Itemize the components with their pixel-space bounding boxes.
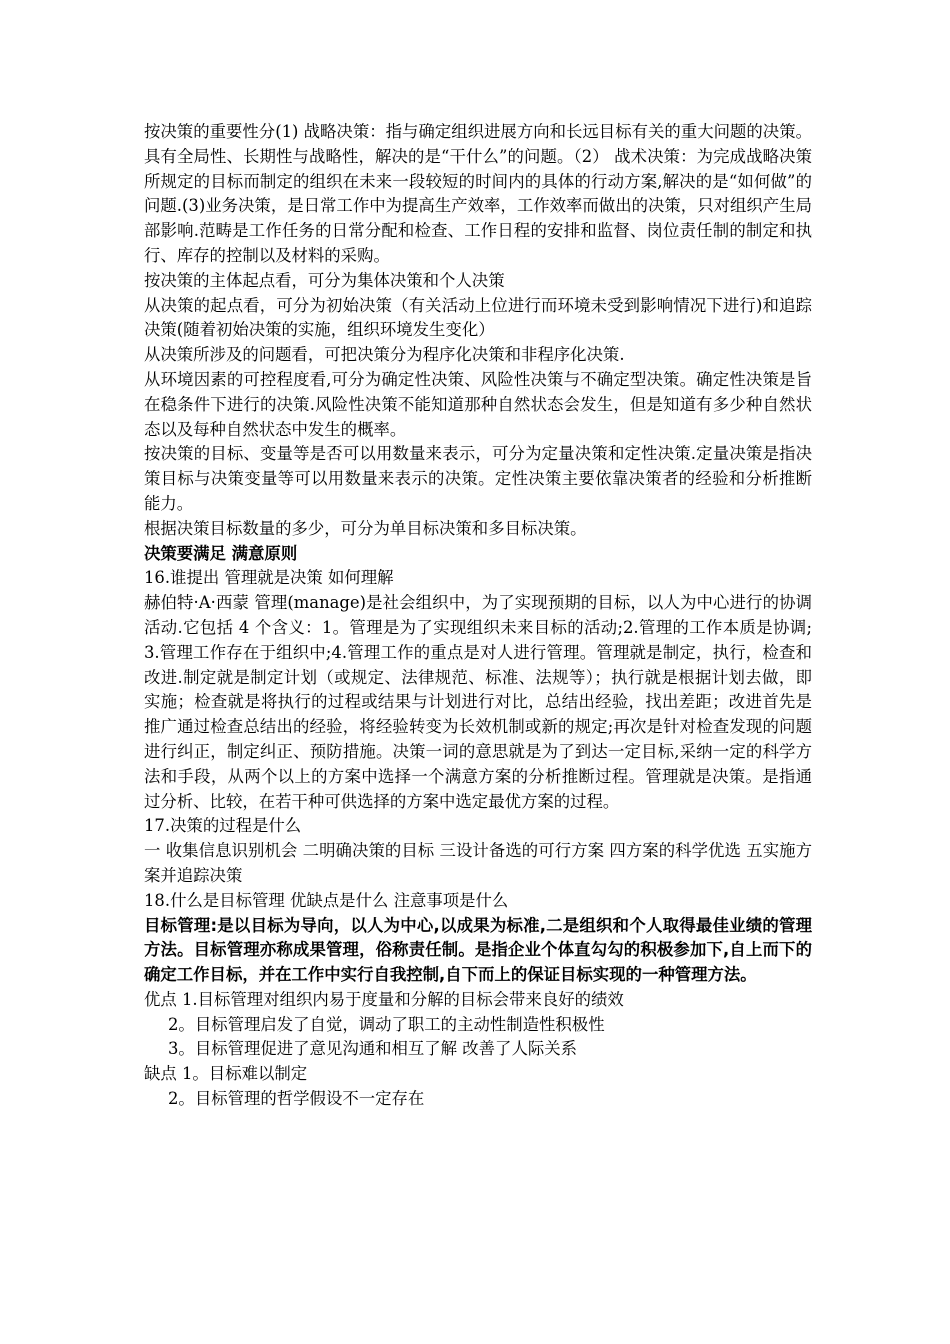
question-17: 17.决策的过程是什么 bbox=[144, 816, 302, 836]
paragraph-simon-management: 赫伯特·A·西蒙 管理(manage)是社会组织中，为了实现预期的目标，以人为中心进行的协调活动.它包括 4 个含义：1。管理是为了实现组织未来目标的活动;2.管理的工作本质是协调;3.管理工作存在于组织中;4.管理工作的重点是对人进行管理。管理就是制定，执行，检查和改进.制定就是制定计划（或规定、法律规范、标准、法规等）；执行就是根据计划去做，即实施；检查就是将执行的过程或结果与计划进行对比，总结出经验，找出差距；改进首先是推广通过检查总结出的经验，将经验转变为长效机制或新的规定;再次是针对检查发现的问题进行纠正，制定纠正、预防措施。决策一词的意思就是为了到达一定目标,采纳一定的科学方法和手段，从两个以上的方案中选择一个满意方案的分析推断过程。管理就是决策。是指通过分析、比较，在若干种可供选择的方案中选定最优方案的过程。 bbox=[144, 593, 812, 811]
paragraph-mbo-definition: 目标管理:是以目标为导向，以人为中心,以成果为标准,二是组织和个人取得最佳业绩的管理方法。目标管理亦称成果管理，俗称责任制。是指企业个体直勾勾的积极参加下,自上而下的确定工作目标，并在工作中实行自我控制,自下而上的保证目标实现的一种管理方法。 bbox=[144, 915, 812, 985]
paragraph-decision-problem: 从决策所涉及的问题看，可把决策分为程序化决策和非程序化决策. bbox=[144, 345, 625, 365]
paragraph-decision-start: 从决策的起点看，可分为初始决策（有关活动上位进行而环境未受到影响情况下进行)和追踪决策(随着初始决策的实施，组织环境发生变化） bbox=[144, 295, 812, 340]
paragraph-decision-process: 一 收集信息识别机会 二明确决策的目标 三设计备选的可行方案 四方案的科学优选 五实施方案并追踪决策 bbox=[144, 841, 812, 885]
document-body bbox=[144, 120, 812, 1112]
advantage-item-1: 优点 1.目标管理对组织内易于度量和分解的目标会带来良好的绩效 bbox=[144, 989, 624, 1009]
paragraph-decision-importance: 按决策的重要性分(1) 战略决策：指与确定组织进展方向和长远目标有关的重大问题的决策。具有全局性、长期性与战略性，解决的是“干什么”的问题。（2） 战术决策：为完成战略决策所规定的目标而制定的组织在未来一段较短的时间内的具体的行动方案,解决的是“如何做”的问题.(3)业务决策，是日常工作中为提高生产效率，工作效率而做出的决策，只对组织产生局部影响.范畴是工作任务的日常分配和检查、工作日程的安排和监督、岗位责任制的制定和执行、库存的控制以及材料的采购。 bbox=[144, 122, 812, 265]
advantage-item-2: 2。目标管理启发了自觉，调动了职工的主动性制造性积极性 bbox=[168, 1014, 605, 1034]
paragraph-decision-subject: 按决策的主体起点看，可分为集体决策和个人决策 bbox=[144, 270, 505, 290]
paragraph-decision-objectives: 根据决策目标数量的多少，可分为单目标决策和多目标决策。 bbox=[144, 518, 587, 538]
question-18: 18.什么是目标管理 优缺点是什么 注意事项是什么 bbox=[144, 890, 509, 910]
heading-satisfaction-principle: 决策要满足 满意原则 bbox=[144, 543, 298, 563]
advantage-item-3: 3。目标管理促进了意见沟通和相互了解 改善了人际关系 bbox=[168, 1039, 578, 1059]
paragraph-decision-environment: 从环境因素的可控程度看,可分为确定性决策、风险性决策与不确定型决策。确定性决策是旨在稳条件下进行的决策.风险性决策不能知道那种自然状态会发生，但是知道有多少种自然状态以及每种自然状态中发生的概率。 bbox=[144, 369, 812, 439]
disadvantage-item-2: 2。目标管理的哲学假设不一定存在 bbox=[168, 1089, 425, 1109]
disadvantage-item-1: 缺点 1。目标难以制定 bbox=[144, 1064, 308, 1084]
paragraph-decision-quantitative: 按决策的目标、变量等是否可以用数量来表示，可分为定量决策和定性决策.定量决策是指决策目标与决策变量等可以用数量来表示的决策。定性决策主要依靠决策者的经验和分析推断能力。 bbox=[144, 444, 812, 513]
question-16: 16.谁提出 管理就是决策 如何理解 bbox=[144, 568, 394, 588]
